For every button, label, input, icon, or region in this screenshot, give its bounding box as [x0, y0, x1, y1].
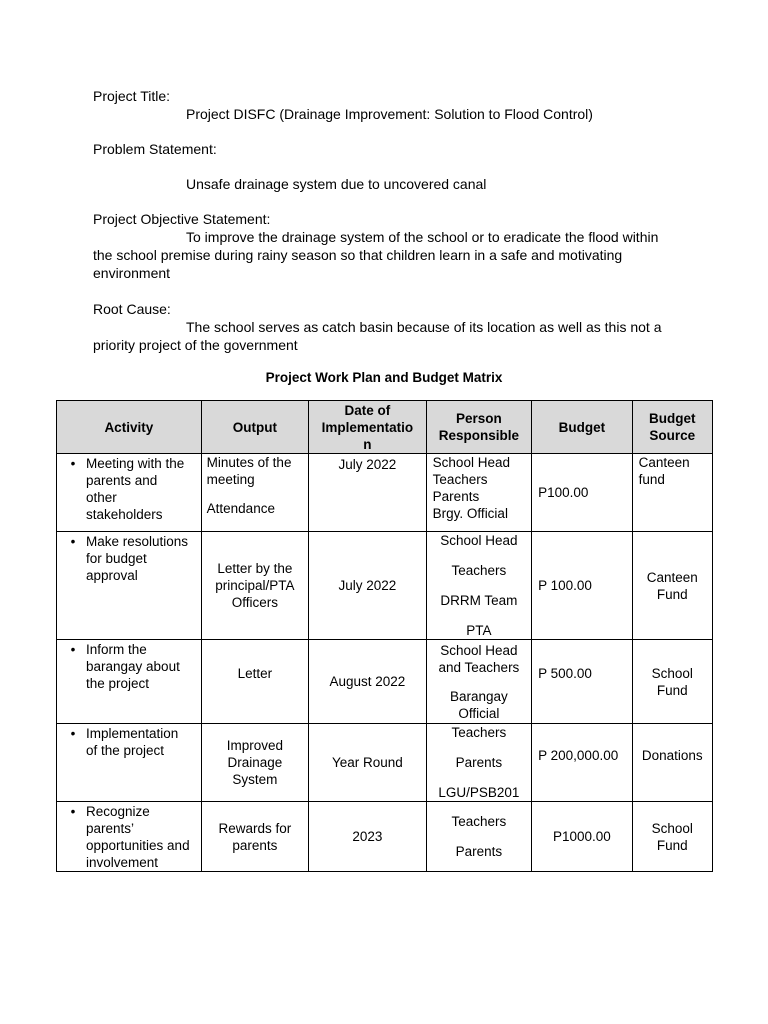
table-row: [57, 640, 713, 724]
cell-output: [201, 454, 308, 532]
table-row: [57, 802, 713, 872]
source-line: Fund: [656, 682, 688, 698]
cell-source: [632, 532, 712, 640]
cell-person: [426, 724, 531, 802]
bullet-icon: •: [70, 534, 76, 549]
bullet-icon: •: [70, 456, 76, 471]
output-line: System: [232, 772, 278, 787]
cell-output: [201, 532, 308, 640]
project-title-section: [93, 87, 678, 123]
cell-activity: [57, 640, 202, 724]
cell-output: [201, 802, 308, 872]
header-source: [632, 401, 712, 454]
activity-line: involvement: [86, 855, 159, 870]
cell-date: July 2022: [309, 532, 427, 640]
output-line: Attendance: [206, 501, 275, 516]
root-cause-label: Root Cause:: [93, 301, 171, 317]
table-row: [57, 454, 713, 532]
person-line: Parents: [455, 755, 503, 770]
output-line: Improved: [226, 738, 284, 753]
person-line: School Head: [440, 533, 518, 548]
person-line: Brgy. Official: [432, 506, 508, 521]
cell-output: [201, 724, 308, 802]
cell-person: [426, 802, 531, 872]
activity-line: the project: [86, 676, 150, 691]
header-date-line: n: [363, 436, 372, 452]
root-cause-section: [93, 300, 678, 354]
objective-line-3: environment: [93, 265, 171, 281]
cell-budget: P 500.00: [532, 640, 632, 724]
output-line: Minutes of the: [206, 455, 292, 470]
cell-person: [426, 640, 531, 724]
person-line: Teachers: [451, 725, 507, 740]
cell-output: Letter: [201, 640, 308, 724]
cell-budget: P1000.00: [532, 802, 632, 872]
person-line: Teachers: [451, 563, 507, 578]
activity-line: stakeholders: [86, 507, 163, 522]
table-row: [57, 724, 713, 802]
activity-line: for budget: [86, 551, 147, 566]
source-line: fund: [638, 472, 665, 487]
output-line: Letter by the: [217, 561, 293, 576]
cell-date: August 2022: [309, 640, 427, 724]
source-line: School: [651, 820, 693, 836]
objective-section: [93, 210, 678, 282]
header-date: [309, 401, 427, 454]
header-date-line: Implementatio: [321, 419, 414, 435]
activity-line: Meeting with the: [86, 456, 185, 471]
root-cause-line-2: priority project of the government: [93, 337, 298, 353]
table-row: [57, 532, 713, 640]
cell-person: [426, 532, 531, 640]
source-line: School: [651, 665, 693, 681]
activity-line: other: [86, 490, 117, 505]
header-source-line: Budget: [649, 411, 696, 426]
header-date-line: Date of: [344, 402, 391, 418]
activity-line: Recognize: [86, 804, 150, 819]
person-line: School Head: [440, 642, 518, 658]
cell-date: July 2022: [309, 454, 427, 532]
objective-label: Project Objective Statement:: [93, 211, 271, 227]
person-line: Official: [458, 705, 500, 721]
project-title-value: Project DISFC (Drainage Improvement: Solution to Flood Control): [186, 106, 593, 122]
root-cause-line-1: The school serves as catch basin because of its location as well as this not a: [186, 319, 662, 335]
person-line: Teachers: [432, 472, 488, 487]
source-line: Fund: [656, 837, 688, 853]
output-line: principal/PTA: [215, 578, 295, 593]
person-line: LGU/PSB201: [438, 785, 520, 800]
cell-activity: [57, 724, 202, 802]
table-header-row: [57, 401, 713, 454]
cell-date: 2023: [309, 802, 427, 872]
output-line: meeting: [206, 472, 255, 487]
source-line: Canteen: [638, 455, 690, 470]
cell-budget: P100.00: [532, 454, 632, 532]
bullet-icon: •: [70, 642, 76, 657]
bullet-icon: •: [70, 804, 76, 819]
cell-source: Donations: [632, 724, 712, 802]
cell-date: Year Round: [309, 724, 427, 802]
output-line: parents: [232, 837, 278, 853]
activity-line: Inform the: [86, 642, 147, 657]
problem-statement-text: Unsafe drainage system due to uncovered canal: [186, 176, 487, 192]
activity-line: approval: [86, 568, 138, 583]
problem-statement-value: [93, 175, 678, 193]
header-person-line: Responsible: [438, 428, 520, 443]
header-activity: Activity: [57, 401, 202, 454]
cell-person: [426, 454, 531, 532]
person-line: PTA: [466, 623, 492, 638]
activity-line: parents and: [86, 473, 158, 488]
cell-source: [632, 454, 712, 532]
activity-line: Make resolutions: [86, 534, 189, 549]
problem-statement-label: Problem Statement:: [93, 141, 217, 157]
header-budget: Budget: [532, 401, 632, 454]
activity-line: Implementation: [86, 726, 179, 741]
activity-line: barangay about: [86, 659, 180, 674]
work-plan-table: [56, 400, 713, 872]
person-line: and Teachers: [438, 659, 520, 675]
cell-activity: [57, 454, 202, 532]
header-output: Output: [201, 401, 308, 454]
source-line: Canteen: [646, 569, 698, 585]
output-line: Drainage: [227, 755, 283, 770]
person-line: Parents: [432, 489, 480, 504]
cell-activity: [57, 802, 202, 872]
person-line: Barangay: [450, 688, 508, 704]
activity-line: opportunities and: [86, 838, 190, 853]
objective-line-2: the school premise during rainy season so that children learn in a safe and motivating: [93, 247, 623, 263]
activity-line: parents’: [86, 821, 135, 836]
table-title: Project Work Plan and Budget Matrix: [265, 370, 503, 385]
cell-activity: [57, 532, 202, 640]
person-line: Parents: [455, 844, 503, 859]
bullet-icon: •: [70, 726, 76, 741]
header-source-line: Source: [649, 428, 696, 443]
activity-line: of the project: [86, 743, 165, 758]
output-line: Officers: [231, 595, 279, 610]
person-line: School Head: [432, 455, 510, 470]
project-title-label: Project Title:: [93, 88, 171, 104]
person-line: DRRM Team: [440, 593, 518, 608]
cell-source: [632, 640, 712, 724]
cell-budget: P 200,000.00: [532, 724, 632, 802]
header-person: [426, 401, 531, 454]
objective-line-1: To improve the drainage system of the school or to eradicate the flood within: [186, 229, 659, 245]
cell-budget: P 100.00: [532, 532, 632, 640]
cell-source: [632, 802, 712, 872]
person-line: Teachers: [451, 814, 507, 829]
output-line: Rewards for: [218, 820, 292, 836]
source-line: Fund: [656, 586, 688, 602]
header-person-line: Person: [456, 411, 502, 426]
